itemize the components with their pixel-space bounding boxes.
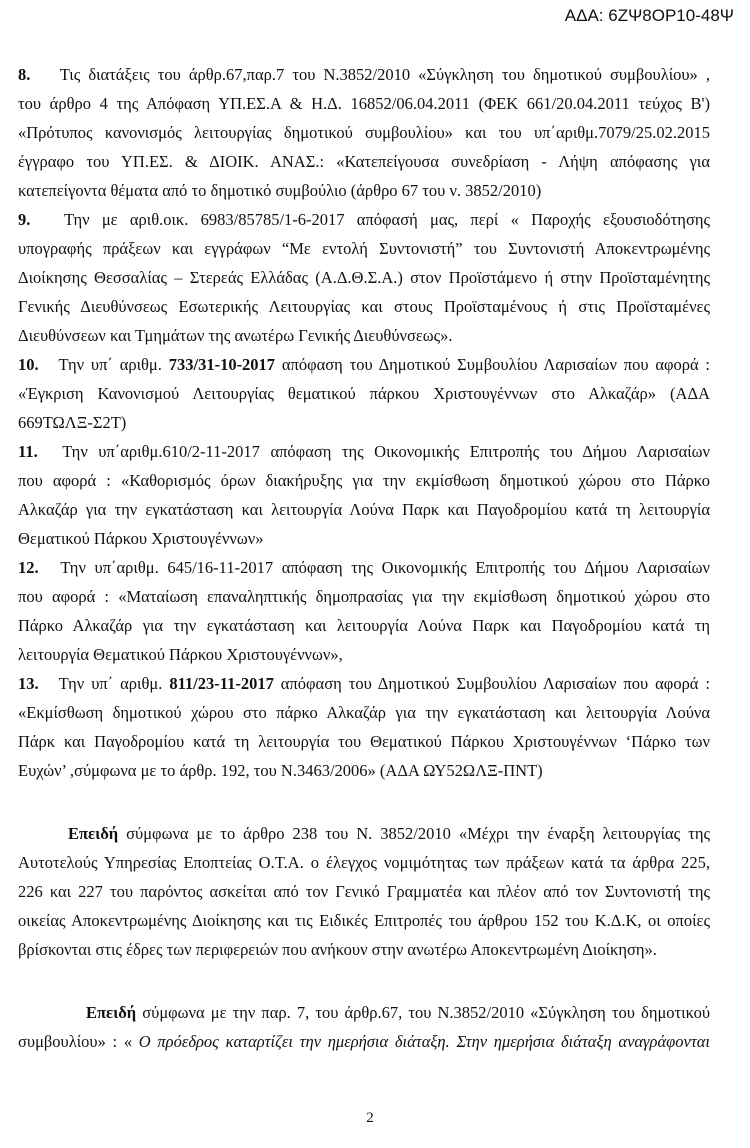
whereas-paragraph-2: Επειδή σύμφωνα με την παρ. 7, του άρθρ.67, του Ν.3852/2010 «Σύγκληση του δημοτικού συμβουλίου» : « Ο πρόεδρος καταρτίζει την ημερήσια διάταξη. Στην ημερήσια διάταξη αναγράφονται [18, 1003, 710, 1051]
list-item-12: 12. Την υπ΄αριθμ. 645/16-11-2017 απόφαση της Οικονομικής Επιτροπής του Δήμου Λαρισαίων που αφορά : «Ματαίωση επαναληπτικής δημοπρασίας για την εκμίσθωση δημοτικού χώρου στο Πάρκο Αλκαζάρ για την εγκατάσταση και λειτουργία Λούνα Παρκ και Παγοδρομίου κατά τη λειτουργία Θεματικού Πάρκου Χριστουγέννων», [18, 553, 710, 669]
item-number: 11. [18, 442, 38, 461]
spacer [18, 785, 710, 819]
item-number: 12. [18, 558, 39, 577]
document-body [18, 60, 710, 1056]
ada-code: ΑΔΑ: 6ΖΨ8ΟΡ10-48Ψ [564, 6, 734, 25]
decision-number: 733/31-10-2017 [168, 355, 276, 374]
whereas-label: Επειδή [86, 1003, 137, 1022]
page-number: 2 [366, 1110, 374, 1126]
list-item-8: 8. Τις διατάξεις του άρθρ.67,παρ.7 του Ν.3852/2010 «Σύγκληση του δημοτικού συμβουλίου» , του άρθρο 4 της Απόφαση ΥΠ.ΕΣ.Α & Η.Δ. 16852/06.04.2011 (ΦΕΚ 661/20.04.2011 τεύχος Β') «Πρότυπος κανονισμός λειτουργίας δημοτικού συμβουλίου» και του υπ΄αριθμ.7079/25.02.2015 έγγραφο του ΥΠ.ΕΣ. & ΔΙΟΙΚ. ΑΝΑΣ.: «Κατεπείγουσα συνεδρίαση - Λήψη απόφασης για κατεπείγοντα θέματα από το δημοτικό συμβούλιο (άρθρο 67 του ν. 3852/2010) [18, 60, 710, 205]
list-item-11: 11. Την υπ΄αριθμ.610/2-11-2017 απόφαση της Οικονομικής Επιτροπής του Δήμου Λαρισαίων που αφορά : «Καθορισμός όρων διακήρυξης για την εκμίσθωση δημοτικού χώρου στο Πάρκο Αλκαζάρ για την εγκατάσταση και λειτουργία Λούνα Παρκ και Παγοδρομίου κατά τη λειτουργία Θεματικού Πάρκου Χριστουγέννων» [18, 437, 710, 553]
list-item-10: 10. Την υπ΄ αριθμ. 733/31-10-2017 απόφαση του Δημοτικού Συμβουλίου Λαρισαίων που αφορά : «Έγκριση Κανονισμού Λειτουργίας θεματικού πάρκου Χριστουγέννων στο Αλκαζάρ» (ΑΔΑ 669ΤΩΛΞ-Σ2Τ) [18, 350, 710, 437]
quoted-text: Ο πρόεδρος καταρτίζει την ημερήσια διάταξη. Στην ημερήσια διάταξη αναγράφονται [138, 1032, 710, 1051]
whereas-paragraph-1: Επειδή σύμφωνα με το άρθρο 238 του Ν. 3852/2010 «Μέχρι την έναρξη λειτουργίας της Αυτοτελούς Υπηρεσίας Εποπτείας Ο.Τ.Α. ο έλεγχος νομιμότητας των πράξεων κατά τα άρθρα 225, 226 και 227 του παρόντος ασκείται από τον Γενικό Γραμματέα και πλέον από τον Συντονιστή της οικείας Αποκεντρωμένης Διοίκησης και τις Ειδικές Επιτροπές του άρθρου 152 του Κ.Δ.Κ, οι οποίες βρίσκονται στις έδρες των περιφερειών που ανήκουν στην ανωτέρω Αποκεντρωμένη Διοίκηση». [18, 824, 710, 959]
item-number: 8. [18, 65, 31, 84]
item-number: 9. [18, 210, 31, 229]
whereas-label: Επειδή [68, 824, 119, 843]
item-number: 10. [18, 355, 39, 374]
decision-number: 811/23-11-2017 [169, 674, 274, 693]
spacer [18, 964, 710, 998]
item-number: 13. [18, 674, 39, 693]
list-item-9: 9. Την με αριθ.οικ. 6983/85785/1-6-2017 απόφασή μας, περί « Παροχής εξουσιοδότησης υπογραφής πράξεων και εγγράφων “Με εντολή Συντονιστή” του Συντονιστή Αποκεντρωμένης Διοίκησης Θεσσαλίας – Στερεάς Ελλάδας (Α.Δ.Θ.Σ.Α.) στον Προϊστάμενο ή στην Προϊσταμένητης Γενικής Διευθύνσεως Εσωτερικής Λειτουργίας και στους Προϊσταμένους ή στις Προϊσταμένες Διευθύνσεων και Τμημάτων της ανωτέρω Γενικής Διευθύνσεως». [18, 205, 710, 350]
list-item-13: 13. Την υπ΄ αριθμ. 811/23-11-2017 απόφαση του Δημοτικού Συμβουλίου Λαρισαίων που αφορά : «Εκμίσθωση δημοτικού χώρου στο πάρκο Αλκαζάρ για την εγκατάσταση και λειτουργία Λούνα Πάρκ και Παγοδρομίου κατά τη λειτουργία του Θεματικού Πάρκου Χριστουγέννων ‘Πάρκο των Ευχών’ ,σύμφωνα με το άρθρ. 192, του Ν.3463/2006» (ΑΔΑ ΩΥ52ΩΛΞ-ΠΝΤ) [18, 669, 710, 785]
